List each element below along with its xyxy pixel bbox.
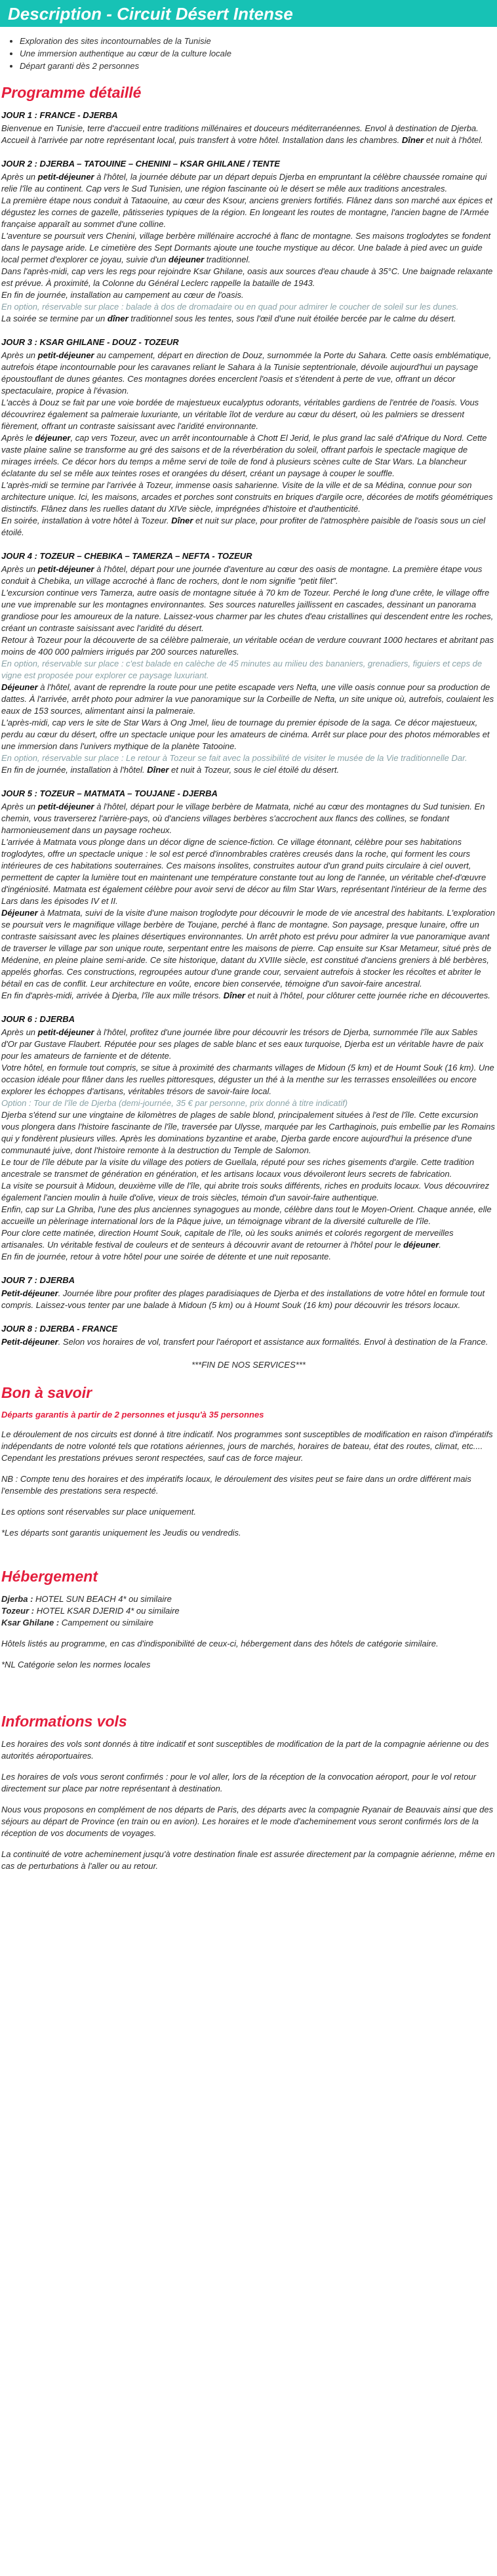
day-text: La soirée se termine par un	[1, 314, 108, 323]
page-title: Description - Circuit Désert Intense	[0, 0, 497, 27]
vols-title: Informations vols	[1, 1713, 127, 1730]
day-paragraph	[1, 836, 496, 907]
day-paragraph	[1, 1109, 496, 1156]
bon-a-savoir-para: NB : Compte tenu des horaires et des impératifs locaux, le déroulement des visites peut se faire dans un ordre différent mais l'ensemble des prestations sera respecté.	[1, 1474, 471, 1496]
day-paragraph	[1, 123, 496, 146]
departures-guaranteed: Départs garantis à partir de 2 personnes et jusqu'à 35 personnes	[1, 1410, 264, 1420]
day-paragraph	[1, 682, 496, 717]
highlight-item: • Une immersion authentique au cœur de la culture locale	[20, 47, 497, 60]
day-title: JOUR 2 : DJERBA – TATOUINE – CHENINI – KSAR GHILANE / TENTE	[1, 159, 280, 169]
day-text: La première étape nous conduit à Tataouine, au cœur des Ksour, anciens greniers fortifiés. Flânez dans son marché aux épices et dégustez les cornes de gazelle, pâtisseries typiques de la région. En longeant les routes de montagne, l'ancien bagne de l'Armée française apparaît au sommet d'une colline.	[1, 195, 492, 229]
day-text: à l'hôtel, avant de reprendre la route pour une petite escapade vers Nefta, une ville oasis connue pour sa production de dattes. À l'arrivée, arrêt photo pour admirer la vue panoramique sur la Corbeille de Nefta, un site unique où, autrefois, coulaient les eaux de 153 sources, alimentant ainsi la palmeraie.	[1, 682, 494, 716]
day-text: Pour clore cette matinée, direction Houmt Souk, capitale de l'île, où les souks animés et colorés regorgent de merveilles artisanales. Un véritable festival de couleurs et de senteurs à découvrir avant de retourner à l'hôtel pour le	[1, 1228, 454, 1250]
day-paragraph	[1, 801, 496, 836]
day-paragraph	[1, 1204, 496, 1227]
vols-para: Nous vous proposons en complément de nos départs de Paris, des départs avec la compagnie Ryanair de Beauvais ainsi que des séjours au départ de Province (en train ou en avion). Les horaires et le mode d'acheminement vous seront confirmés lors de la réception de vos documents de voyages.	[1, 1805, 494, 1838]
day-section	[1, 788, 496, 1002]
day-text: Djerba s'étend sur une vingtaine de kilomètres de plages de sable blond, principalement situées à l'est de l'île. Cette excursion vous plongera dans l'histoire fascinante de l'île, traversée par Ulysse, marquée par les Carthaginois, puis embellie par les Romains qui y fondèrent plusieurs villes. Après les dominations byzantine et arabe, Djerba garde encore aujourd'hui la présence d'une communauté juive, dont l'histoire remonte à la destruction du Temple de Salomon.	[1, 1110, 495, 1155]
day-emphasis: Déjeuner	[1, 682, 38, 692]
bon-a-savoir-para: Les options sont réservables sur place uniquement.	[1, 1507, 197, 1517]
day-text: L'accès à Douz se fait par une voie bordée de majestueux eucalyptus odorants, véritables gardiens de l'entrée de l'oasis. Vous découvrirez également sa palmeraie luxuriante, un véritable îlot de verdure au cœur du désert, où les palmiers se dressent fièrement, offrant un contraste saisissant avec l'aridité environnante.	[1, 398, 479, 431]
bon-a-savoir-para: Le déroulement de nos circuits est donné à titre indicatif. Nos programmes sont susceptibles de modification en raison d'impératifs indépendants de notre volonté tels que rotations aériennes, jours de marchés, horaires de bateau, état des routes, climat, etc.... Cependant les prestations prévues seront respectées, sauf cas de force majeur.	[1, 1429, 493, 1463]
hotel-name: Campement ou similaire	[61, 1618, 153, 1627]
hotel-name: HOTEL KSAR DJERID 4* ou similaire	[36, 1606, 180, 1616]
day-text: Après un	[1, 1027, 38, 1037]
day-text: et nuit à Tozeur, sous le ciel étoilé du désert.	[169, 765, 340, 775]
day-emphasis: Dîner	[171, 516, 193, 525]
day-text: Option : Tour de l'île de Djerba (demi-journée, 35 € par personne, prix donné à titre indicatif)	[1, 1098, 348, 1108]
day-emphasis: déjeuner	[169, 255, 205, 264]
day-text: Dans l'après-midi, cap vers les regs pour rejoindre Ksar Ghilane, oasis aux sources d'eau chaude à 35°C. Une baignade relaxante est prévue. À proximité, la Colonne du Général Leclerc rappelle la bataille de 1943.	[1, 266, 493, 288]
hotel-city: Ksar Ghilane	[1, 1618, 54, 1627]
day-emphasis: déjeuner	[403, 1240, 439, 1250]
day-text: L'après-midi se termine par l'arrivée à Tozeur, immense oasis saharienne. Visite de la ville et de sa Médina, connue pour son architecture unique. Ici, les maisons, arcades et porches sont construits en briques d'argile ocre, décorées de motifs géométriques distinctifs. Flânez dans les ruelles datant du XIVe siècle, imprégnées d'histoire et d'authenticité.	[1, 480, 493, 514]
day-title: JOUR 5 : TOZEUR – MATMATA – TOUJANE - DJERBA	[1, 788, 218, 798]
day-text: et nuit à l'hôtel, pour clôturer cette journée riche en découvertes.	[245, 991, 490, 1000]
day-text: L'aventure se poursuit vers Chenini, village berbère millénaire accroché à flanc de montagne. Ses maisons troglodytes se fondent dans le paysage aride. Le cimetière des Sept Dormants ajoute une touche mystique au décor. Une balade à pied avec un guide local permet d'explorer ce joyau, suivie d'un	[1, 231, 491, 264]
day-paragraph	[1, 752, 496, 764]
day-title: JOUR 6 : DJERBA	[1, 1014, 75, 1024]
day-text: L'arrivée à Matmata vous plonge dans un décor digne de science-fiction. Ce village étonnant, célèbre pour ses habitations troglodytes, offre un spectacle unique : le sol est percé d'innombrables cratères creusés dans la roche, qui forment les cours intérieures de ces habitations souterraines. Ces maisons insolites, construites autour d'un grand puits circulaire à ciel ouvert, permettent de capter la lumière tout en maintenant une température constante tout au long de l'année, un véritable chef-d'œuvre d'ingéniosité. Matmata est également célèbre pour avoir servi de décor au film Star Wars, représentant l'intérieur de la ferme des Lars dans les épisodes IV et II.	[1, 837, 487, 906]
day-emphasis: Déjeuner	[1, 908, 38, 918]
day-text: Après un	[1, 802, 38, 811]
day-section	[1, 550, 496, 776]
day-text: à l'hôtel, profitez d'une journée libre pour découvrir les trésors de Djerba, surnommée l'île aux Sables d'Or par Gustave Flaubert. Réputée pour ses plages de sable blanc et ses eaux turquoise, Djerba est un véritable havre de paix pour les amateurs de farniente et de détente.	[1, 1027, 484, 1061]
day-text: et nuit sur place, pour profiter de l'atmosphère paisible de l'oasis sous un ciel étoilé.	[1, 516, 486, 537]
bon-a-savoir-para: *Les départs sont garantis uniquement les Jeudis ou vendredis.	[1, 1528, 241, 1538]
day-title: JOUR 8 : DJERBA - FRANCE	[1, 1324, 118, 1334]
day-text: La visite se poursuit à Midoun, deuxième ville de l'île, qui abrite trois souks différents, riches en produits locaux. Vous découvrirez également l'ancien moulin à huile d'olive, vieux de trois siècles, témoin d'un savoir-faire authentique.	[1, 1181, 490, 1202]
vols-para: La continuité de votre acheminement jusqu'à votre destination finale est assurée directement par la compagnie aérienne, même en cas de perturbations à l'aller ou au retour.	[1, 1849, 495, 1871]
day-paragraph	[1, 587, 496, 634]
day-text: Après un	[1, 564, 38, 574]
hotel-line: Ksar Ghilane : Campement ou similaire	[1, 1618, 153, 1627]
hotel-line: Djerba : HOTEL SUN BEACH 4* ou similaire	[1, 1594, 172, 1604]
day-section	[1, 1323, 496, 1348]
day-text: à l'hôtel, la journée débute par un départ depuis Djerba en empruntant la célèbre chaussée romaine qui relie l'île au continent. Cap vers le Sud Tunisien, une région fascinante où le désert se mêle aux traditions ancestrales.	[1, 172, 487, 194]
day-text: Retour à Tozeur pour la découverte de sa célèbre palmeraie, un véritable océan de verdure couvrant 1000 hectares et abritant pas moins de 400 000 palmiers irrigués par 200 sources naturelles.	[1, 635, 494, 657]
day-paragraph	[1, 1027, 496, 1062]
day-paragraph	[1, 171, 496, 195]
day-text: Enfin, cap sur La Ghriba, l'une des plus anciennes synagogues au monde, célèbre dans tout le Moyen-Orient. Chaque année, elle accueille un pèlerinage international lors de la Pâque juive, un témoignage vibrant de la diversité culturelle de l'île.	[1, 1204, 492, 1226]
hebergement-para: Hôtels listés au programme, en cas d'indisponibilité de ceux-ci, hébergement dans des hôtels de catégorie similaire.	[1, 1639, 439, 1648]
day-text: Votre hôtel, en formule tout compris, se situe à proximité des charmants villages de Midoun (5 km) et de Houmt Souk (16 km). Une occasion idéale pour flâner dans les ruelles pittoresques, déguster un thé à la menthe sur les terrasses ensoleillées ou encore explorer les échoppes d'artisans, véritables trésors de savoir-faire local.	[1, 1063, 494, 1096]
day-text: au campement, départ en direction de Douz, surnommée la Porte du Sahara. Cette oasis emblématique, autrefois étape incontournable pour les caravanes reliant le Sahara à la Tunisie septentrionale, dévoile aujourd'hui un paysage époustouflant de dunes géantes. Ces montagnes dorées encerclent l'oasis et s'étendent à perte de vue, offrant un décor spectaculaire, propice à l'évasion.	[1, 350, 492, 396]
day-emphasis: petit-déjeuner	[37, 350, 94, 360]
day-text: et nuit à l'hôtel.	[424, 135, 483, 145]
day-paragraph	[1, 990, 496, 1002]
day-text: En option, réservable sur place : balade à dos de dromadaire ou en quad pour admirer le coucher de soleil sur les dunes.	[1, 302, 459, 312]
day-paragraph	[1, 397, 496, 432]
vols-para: Les horaires des vols sont donnés à titre indicatif et sont susceptibles de modification de la part de la compagnie aérienne ou des autorités aéroportuaires.	[1, 1739, 489, 1761]
day-section	[1, 158, 496, 325]
hebergement-para: *NL Catégorie selon les normes locales	[1, 1660, 151, 1669]
hotel-line: Tozeur : HOTEL KSAR DJERID 4* ou similaire	[1, 1606, 180, 1616]
day-text: En fin de journée, installation à l'hôtel.	[1, 765, 148, 775]
day-title: JOUR 7 : DJERBA	[1, 1275, 75, 1285]
bon-a-savoir-title: Bon à savoir	[1, 1384, 92, 1401]
day-text: à l'hôtel, départ pour une journée d'aventure au cœur des oasis de montagne. La première étape vous conduit à Chebika, un village accroché à flanc de rochers, dont le nom signifie "petit filet".	[1, 564, 483, 586]
day-title: JOUR 4 : TOZEUR – CHEBIKA – TAMERZA – NEFTA - TOZEUR	[1, 551, 252, 561]
day-text: à Matmata, suivi de la visite d'une maison troglodyte pour découvrir le mode de vie ancestral des habitants. L'exploration se poursuit vers le magnifique village berbère de Toujane, perché à flanc de montagne. Son paysage, presque lunaire, offre un contraste saisissant avec les plaines désertiques environnantes. Un arrêt photo est prévu pour admirer la vue panoramique avant de traverser le village par son unique route, serpentant entre les maisons de pierre. Cap ensuite sur Ksar Metameur, situé près de Médenine, en pleine plaine semi-aride. Ce site historique, datant du XVIIIe siècle, est constitué d'anciens greniers à blé berbères, appelés ghorfas. Ces constructions, regroupées autour d'une grande cour, servaient autrefois à stocker les récoltes et abriter le bétail en cas de conflit. Leur architecture en voûte, encore bien conservée, témoigne d'un savoir-faire ancestral.	[1, 908, 495, 989]
day-paragraph	[1, 1251, 496, 1263]
day-paragraph	[1, 634, 496, 658]
day-emphasis: Petit-déjeuner	[1, 1288, 58, 1298]
day-paragraph	[1, 563, 496, 587]
day-text: En option, réservable sur place : c'est balade en calèche de 45 minutes au milieu des bananiers, grenadiers, figuiers et ceps de vigne est proposée pour explorer ce paysage luxuriant.	[1, 659, 483, 680]
day-emphasis: Dîner	[401, 135, 424, 145]
program-days	[0, 110, 497, 1348]
day-paragraph	[1, 658, 496, 682]
hotel-city: Djerba	[1, 1594, 28, 1604]
day-text: L'excursion continue vers Tamerza, autre oasis de montagne située à 70 km de Tozeur. Perché le long d'une crête, le village offre une vue imprenable sur les montagnes environnantes. Ses sources naturelles jaillissent en cascades, dessinant un panorama grandiose pour les amoureux de la nature. Laissez-vous charmer par les chutes d'eau cristallines qui descendent entre les roches, créant un contraste saisissant avec l'aridité du désert.	[1, 588, 494, 633]
program-title: Programme détaillé	[1, 84, 142, 101]
day-text: Après un	[1, 350, 38, 360]
highlights-list	[20, 35, 497, 72]
day-paragraph	[1, 907, 496, 990]
day-text: traditionnel sous les tentes, sous l'œil d'une nuit étoilée bercée par le calme du désert.	[128, 314, 456, 323]
day-paragraph	[1, 1062, 496, 1097]
day-emphasis: déjeuner	[35, 433, 71, 443]
day-emphasis: Petit-déjeuner	[1, 1337, 58, 1347]
day-paragraph	[1, 432, 496, 480]
day-emphasis: petit-déjeuner	[37, 564, 94, 574]
day-text: L'après-midi, cap vers le site de Star Wars à Ong Jmel, lieu de tournage du premier épisode de la saga. Ce décor majestueux, perdu au cœur du désert, offre un spectacle unique pour les amateurs de cinéma. Arrêt sur place pour des photos mémorables et une immersion dans l'univers mythique de la planète Tatooine.	[1, 718, 490, 751]
day-paragraph	[1, 717, 496, 752]
vols-para: Les horaires de vols vous seront confirmés : pour le vol aller, lors de la réception de la convocation aéroport, pour le vol retour directement sur place par notre représentant à destination.	[1, 1772, 477, 1793]
hebergement-title: Hébergement	[1, 1568, 98, 1585]
day-text: à l'hôtel, départ pour le village berbère de Matmata, niché au cœur des montagnes du Sud tunisien. En chemin, vous traverserez l'arrière-pays, où d'anciens villages berbères s'accrochent aux flancs des collines, se fondant harmonieusement dans un paysage rocheux.	[1, 802, 485, 835]
day-emphasis: petit-déjeuner	[37, 172, 94, 182]
day-paragraph	[1, 1097, 496, 1109]
day-title: JOUR 3 : KSAR GHILANE - DOUZ - TOZEUR	[1, 337, 179, 347]
day-paragraph	[1, 230, 496, 266]
day-text: Après le	[1, 433, 35, 443]
day-text: En option, réservable sur place : Le retour à Tozeur se fait avec la possibilité de visiter le musée de la Vie traditionnelle Dar.	[1, 753, 467, 763]
day-text: , cap vers Tozeur, avec un arrêt incontournable à Chott El Jerid, le plus grand lac salé d'Afrique du Nord. Cette vaste plaine saline se transforme au gré des saisons et de la réverbération du soleil, offrant parfois le spectacle magique de mirages irréels. Ce décor hors du temps a même servi de toile de fond à plusieurs scènes culte de Star Wars. La blancheur éclatante du sel se mêle aux teintes roses et orangées du désert, créant un paysage à couper le souffle.	[1, 433, 487, 478]
day-emphasis: dîner	[107, 314, 129, 323]
day-paragraph	[1, 350, 496, 397]
day-text: Le tour de l'île débute par la visite du village des potiers de Guellala, réputé pour ses riches gisements d'argile. Cette tradition ancestrale se transmet de génération en génération, et les artisans locaux vous dévoileront leurs secrets de fabrication.	[1, 1157, 475, 1179]
day-text: En fin d'après-midi, arrivée à Djerba, l'île aux mille trésors.	[1, 991, 224, 1000]
end-of-services: ***FIN DE NOS SERVICES***	[191, 1360, 306, 1370]
day-text: . Selon vos horaires de vol, transfert pour l'aéroport et assistance aux formalités. Envol à destination de la France.	[58, 1337, 488, 1347]
day-section	[1, 337, 496, 539]
day-title: JOUR 1 : FRANCE - DJERBA	[1, 110, 118, 120]
day-paragraph	[1, 1180, 496, 1204]
day-text: En soirée, installation à votre hôtel à Tozeur.	[1, 516, 172, 525]
day-text: . Journée libre pour profiter des plages paradisiaques de Djerba et des installations de votre hôtel en formule tout compris. Laissez-vous tenter par une balade à Midoun (5 km) ou à Houmt Souk (16 km) pour découvrir les trésors locaux.	[1, 1288, 485, 1310]
day-text: .	[439, 1240, 441, 1250]
day-paragraph	[1, 1227, 496, 1251]
day-paragraph	[1, 266, 496, 289]
day-section	[1, 1013, 496, 1263]
day-text: traditionnel.	[204, 255, 251, 264]
hotel-name: HOTEL SUN BEACH 4* ou similaire	[35, 1594, 172, 1604]
hotel-list	[1, 1593, 496, 1629]
hotel-city: Tozeur	[1, 1606, 30, 1616]
day-paragraph	[1, 1288, 496, 1311]
day-paragraph	[1, 764, 496, 776]
day-paragraph	[1, 195, 496, 230]
highlight-item: • Exploration des sites incontournables de la Tunisie	[20, 35, 497, 47]
day-paragraph	[1, 313, 496, 325]
day-section	[1, 1275, 496, 1311]
day-text: En fin de journée, installation au campement au cœur de l'oasis.	[1, 290, 244, 300]
day-emphasis: petit-déjeuner	[37, 802, 94, 811]
highlight-item: • Départ garanti dès 2 personnes	[20, 60, 497, 72]
day-text: En fin de journée, retour à votre hôtel pour une soirée de détente et une nuit reposante.	[1, 1252, 332, 1261]
day-paragraph	[1, 1336, 496, 1348]
day-section	[1, 110, 496, 146]
day-paragraph	[1, 1156, 496, 1180]
day-paragraph	[1, 289, 496, 301]
day-emphasis: petit-déjeuner	[37, 1027, 94, 1037]
day-text: Après un	[1, 172, 38, 182]
day-emphasis: Dîner	[147, 765, 169, 775]
day-paragraph	[1, 480, 496, 515]
day-paragraph	[1, 301, 496, 313]
day-paragraph	[1, 515, 496, 539]
day-emphasis: Dîner	[223, 991, 245, 1000]
day-text: Bienvenue en Tunisie, terre d'accueil entre traditions millénaires et douceurs méditerranéennes. Envol à destination de Djerba. Accueil à l'arrivée par notre représentant local, puis transfert à votre hôtel. Installation dans les chambres.	[1, 123, 479, 145]
